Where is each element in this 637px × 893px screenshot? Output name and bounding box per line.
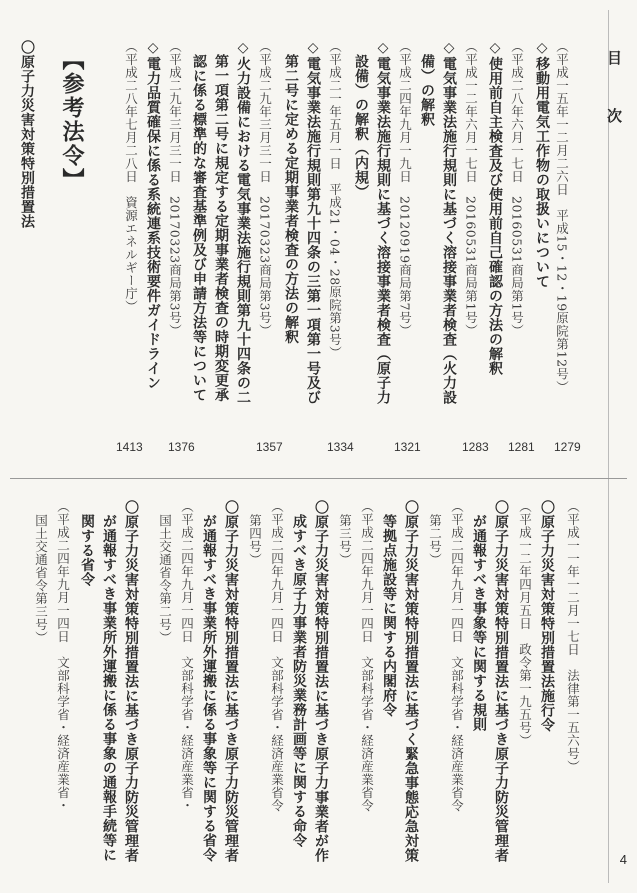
toc-entry-7-ref: （平成二九年三月三一日 20170323商局第3号）: [167, 40, 183, 338]
toc-entry-6-cont2: 認に係る標準的な審査基準例及び申請方法等について: [191, 54, 207, 402]
bottom-entry-2-ref: （平成一二年四月五日 政令第一九五号）: [517, 500, 533, 747]
toc-entry-6-page: 1357: [256, 440, 283, 454]
bottom-entry-7-cont2: 関する省令: [79, 514, 95, 587]
section-title: 【参考法令】: [59, 48, 84, 192]
toc-entry-2-page: 1281: [508, 440, 535, 454]
toc-entry-1-title: ◇移動用電気工作物の取扱いについて: [534, 40, 550, 289]
toc-entry-5-title: ◇電気事業法施行規則第九十四条の三第一項第一号及び: [305, 40, 321, 405]
toc-entry-5-ref: （平成二一年五月一日 平成21・04・28原院第3号）: [327, 40, 343, 360]
bottom-entry-4-title: 〇原子力災害対策特別措置法に基づく緊急事態応急対策: [403, 500, 419, 863]
bottom-entry-5-cont: 成すべき原子力事業者防災業務計画等に関する命令: [291, 514, 307, 848]
bottom-entry-1-ref: （平成一一年一二月一七日 法律第一五六号）: [565, 500, 581, 773]
toc-entry-4-ref: （平成二四年九月一九日 20120919商局第7号）: [397, 40, 413, 338]
bottom-entry-7-ref2: 国土交通省令第三号）: [33, 514, 49, 644]
bottom-entry-4-cont: 等拠点施設等に関する内閣府令: [381, 514, 397, 717]
toc-entry-4-title: ◇電気事業法施行規則に基づく溶接事業者検査（原子力: [375, 40, 391, 405]
bottom-entry-6-title: 〇原子力災害対策特別措置法に基づき原子力防災管理者: [223, 500, 239, 863]
bottom-entry-3-ref: （平成二四年九月一四日 文部科学省・経済産業省令: [449, 500, 465, 812]
bottom-entry-5-ref2: 第四号）: [247, 514, 263, 566]
toc-entry-7-page: 1376: [168, 440, 195, 454]
toc-entry-3-title: ◇電気事業法施行規則に基づく溶接事業者検査（火力設: [441, 40, 457, 405]
toc-entry-1-ref: （平成一五年一二月二六日 平成15・12・19原院第12号）: [554, 40, 570, 394]
margin-rule: [608, 10, 609, 883]
toc-entry-6-cont: 第一項第二号に規定する定期事業者検査の時期変更承: [213, 54, 229, 402]
toc-entry-6-ref: （平成二九年三月三一日 20170323商局第3号）: [257, 40, 273, 338]
section-divider: [10, 478, 627, 479]
bottom-entry-4-ref: （平成二四年九月一四日 文部科学省・経済産業省令: [359, 500, 375, 812]
bottom-entry-6-ref2: 国土交通省令第二号）: [157, 514, 173, 644]
toc-header: 目 次: [605, 50, 623, 137]
bottom-entry-6-ref: （平成二四年九月一四日 文部科学省・経済産業省・: [179, 500, 195, 812]
toc-entry-5-cont: 第二号に定める定期事業者検査の方法の解釈: [283, 54, 299, 344]
law-title: 〇原子力災害対策特別措置法: [19, 40, 35, 229]
toc-entry-5-page: 1334: [327, 440, 354, 454]
bottom-entry-6-cont: が通報すべき事業所外運搬に係る事象等に関する省令: [201, 514, 217, 862]
page-number: 4: [619, 852, 627, 867]
toc-entry-8-ref: （平成二八年七月二八日 資源エネルギー庁）: [123, 40, 139, 313]
toc-entry-7-title: ◇電力品質確保に係る系統連系技術要件ガイドライン: [145, 40, 161, 390]
bottom-entry-4-ref2: 第三号）: [337, 514, 353, 566]
toc-entry-1-page: 1279: [554, 440, 581, 454]
toc-entry-2-ref: （平成二八年六月一七日 20160531商局第1号）: [509, 40, 525, 338]
bottom-entry-3-cont: が通報すべき事象等に関する規則: [471, 514, 487, 732]
toc-entry-3-ref: （平成一二年六月一七日 20160531商局第1号）: [463, 40, 479, 338]
toc-entry-4-page: 1321: [394, 440, 421, 454]
bottom-entry-5-title: 〇原子力災害対策特別措置法に基づき原子力事業者が作: [313, 500, 329, 863]
toc-entry-3-page: 1283: [462, 440, 489, 454]
toc-entry-8-page: 1413: [116, 440, 143, 454]
bottom-entry-7-title: 〇原子力災害対策特別措置法に基づき原子力防災管理者: [123, 500, 139, 863]
bottom-entry-7-cont: が通報すべき事業所外運搬に係る事象の通報手続等に: [101, 514, 117, 862]
toc-entry-4-cont: 設備）の解釈（内規）: [353, 54, 369, 199]
toc-entry-6-title: ◇火力設備における電気事業法施行規則第九十四条の二: [235, 40, 251, 405]
bottom-entry-5-ref: （平成二四年九月一四日 文部科学省・経済産業省令: [269, 500, 285, 812]
toc-entry-3-cont: 備）の解釈: [419, 54, 435, 127]
bottom-entry-7-ref: （平成二四年九月一四日 文部科学省・経済産業省・: [55, 500, 71, 812]
bottom-entry-3-title: 〇原子力災害対策特別措置法に基づき原子力防災管理者: [493, 500, 509, 863]
toc-entry-2-title: ◇使用前自主検査及び使用前自己確認の方法の解釈: [487, 40, 503, 376]
bottom-entry-2-title: 〇原子力災害対策特別措置法施行令: [539, 500, 555, 732]
bottom-entry-3-ref2: 第二号）: [427, 514, 443, 566]
